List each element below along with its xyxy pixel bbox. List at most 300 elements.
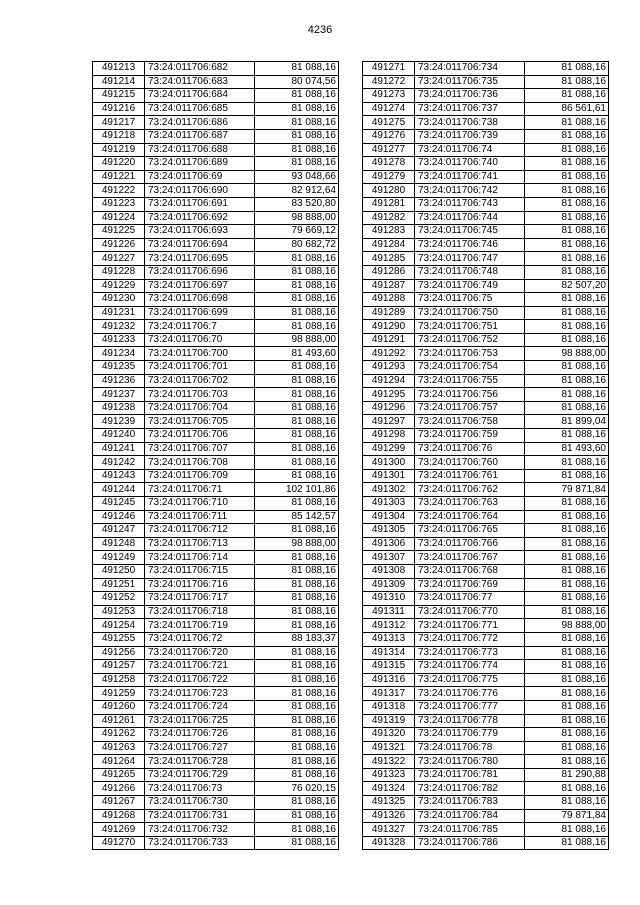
cadastral-number-cell: 73:24:011706:728: [145, 755, 255, 769]
row-id-cell: 491313: [363, 632, 415, 646]
cadastral-number-cell: 73:24:011706:722: [145, 673, 255, 687]
table-row: [93, 646, 339, 660]
row-id-cell: 491292: [363, 347, 415, 361]
row-id-cell: 491244: [93, 483, 145, 497]
table-row: [363, 537, 609, 551]
row-id-cell: 491307: [363, 551, 415, 565]
row-id-cell: 491223: [93, 197, 145, 211]
table-row: [363, 456, 609, 470]
table-row: [93, 469, 339, 483]
cadastral-value-cell: 81 088,16: [525, 646, 609, 660]
row-id-cell: 491268: [93, 809, 145, 823]
row-id-cell: 491283: [363, 225, 415, 239]
table-row: [93, 619, 339, 633]
cadastral-number-cell: 73:24:011706:706: [145, 429, 255, 443]
cadastral-value-cell: 81 088,16: [255, 836, 339, 850]
row-id-cell: 491311: [363, 605, 415, 619]
table-row: [93, 768, 339, 782]
table-row: [93, 700, 339, 714]
row-id-cell: 491240: [93, 429, 145, 443]
cadastral-value-cell: 81 088,16: [525, 361, 609, 375]
table-row: [363, 592, 609, 606]
cadastral-number-cell: 73:24:011706:758: [415, 415, 525, 429]
cadastral-value-cell: 83 520,80: [255, 197, 339, 211]
cadastral-number-cell: 73:24:011706:740: [415, 157, 525, 171]
table-row: [363, 524, 609, 538]
row-id-cell: 491260: [93, 700, 145, 714]
table-row: [93, 673, 339, 687]
cadastral-value-cell: 81 088,16: [255, 524, 339, 538]
cadastral-number-cell: 73:24:011706:721: [145, 660, 255, 674]
cadastral-value-cell: 81 088,16: [255, 578, 339, 592]
cadastral-value-cell: 81 088,16: [255, 89, 339, 103]
table-row: [93, 714, 339, 728]
table-row: [363, 143, 609, 157]
row-id-cell: 491281: [363, 197, 415, 211]
row-id-cell: 491216: [93, 102, 145, 116]
table-row: [93, 347, 339, 361]
cadastral-value-cell: 81 088,16: [255, 469, 339, 483]
cadastral-number-cell: 73:24:011706:716: [145, 578, 255, 592]
cadastral-value-cell: 81 088,16: [255, 401, 339, 415]
cadastral-number-cell: 73:24:011706:759: [415, 429, 525, 443]
row-id-cell: 491316: [363, 673, 415, 687]
cadastral-value-cell: 81 088,16: [525, 823, 609, 837]
cadastral-number-cell: 73:24:011706:684: [145, 89, 255, 103]
cadastral-number-cell: 73:24:011706:767: [415, 551, 525, 565]
table-row: [93, 728, 339, 742]
cadastral-number-cell: 73:24:011706:730: [145, 796, 255, 810]
cadastral-number-cell: 73:24:011706:780: [415, 755, 525, 769]
cadastral-value-cell: 98 888,00: [255, 537, 339, 551]
cadastral-value-cell: 98 888,00: [525, 347, 609, 361]
table-row: [363, 836, 609, 850]
cadastral-value-cell: 81 899,04: [525, 415, 609, 429]
row-id-cell: 491318: [363, 700, 415, 714]
cadastral-value-cell: 81 088,16: [525, 238, 609, 252]
row-id-cell: 491215: [93, 89, 145, 103]
row-id-cell: 491271: [363, 62, 415, 76]
table-row: [363, 741, 609, 755]
cadastral-number-cell: 73:24:011706:744: [415, 211, 525, 225]
table-row: [93, 741, 339, 755]
table-row: [93, 755, 339, 769]
row-id-cell: 491325: [363, 796, 415, 810]
row-id-cell: 491214: [93, 75, 145, 89]
cadastral-number-cell: 73:24:011706:765: [415, 524, 525, 538]
row-id-cell: 491278: [363, 157, 415, 171]
cadastral-number-cell: 73:24:011706:749: [415, 279, 525, 293]
cadastral-value-cell: 81 088,16: [525, 782, 609, 796]
table-row: [93, 456, 339, 470]
cadastral-value-cell: 81 088,16: [525, 524, 609, 538]
cadastral-number-cell: 73:24:011706:692: [145, 211, 255, 225]
table-row: [93, 483, 339, 497]
cadastral-value-cell: 81 088,16: [255, 755, 339, 769]
table-row: [93, 632, 339, 646]
cadastral-value-cell: 81 088,16: [255, 456, 339, 470]
cadastral-value-cell: 81 088,16: [255, 129, 339, 143]
cadastral-value-cell: 80 074,56: [255, 75, 339, 89]
row-id-cell: 491254: [93, 619, 145, 633]
row-id-cell: 491229: [93, 279, 145, 293]
cadastral-number-cell: 73:24:011706:750: [415, 306, 525, 320]
row-id-cell: 491218: [93, 129, 145, 143]
row-id-cell: 491264: [93, 755, 145, 769]
table-row: [363, 429, 609, 443]
table-row: [363, 62, 609, 76]
cadastral-value-cell: 81 493,60: [255, 347, 339, 361]
table-row: [363, 755, 609, 769]
table-row: [93, 782, 339, 796]
table-row: [363, 211, 609, 225]
cadastral-number-cell: 73:24:011706:707: [145, 442, 255, 456]
cadastral-number-cell: 73:24:011706:685: [145, 102, 255, 116]
table-row: [93, 265, 339, 279]
cadastral-number-cell: 73:24:011706:698: [145, 293, 255, 307]
cadastral-value-cell: 81 088,16: [255, 700, 339, 714]
cadastral-value-cell: 81 088,16: [255, 157, 339, 171]
cadastral-number-cell: 73:24:011706:686: [145, 116, 255, 130]
row-id-cell: 491245: [93, 497, 145, 511]
cadastral-value-cell: 81 088,16: [525, 605, 609, 619]
cadastral-number-cell: 73:24:011706:72: [145, 632, 255, 646]
cadastral-value-cell: 81 088,16: [255, 116, 339, 130]
cadastral-number-cell: 73:24:011706:73: [145, 782, 255, 796]
cadastral-value-cell: 81 088,16: [255, 796, 339, 810]
cadastral-number-cell: 73:24:011706:697: [145, 279, 255, 293]
cadastral-number-cell: 73:24:011706:77: [415, 592, 525, 606]
table-row: [93, 211, 339, 225]
cadastral-number-cell: 73:24:011706:687: [145, 129, 255, 143]
cadastral-number-cell: 73:24:011706:742: [415, 184, 525, 198]
cadastral-number-cell: 73:24:011706:700: [145, 347, 255, 361]
cadastral-value-cell: 81 088,16: [255, 605, 339, 619]
table-row: [363, 768, 609, 782]
cadastral-number-cell: 73:24:011706:696: [145, 265, 255, 279]
row-id-cell: 491220: [93, 157, 145, 171]
cadastral-number-cell: 73:24:011706:69: [145, 170, 255, 184]
row-id-cell: 491299: [363, 442, 415, 456]
cadastral-number-cell: 73:24:011706:704: [145, 401, 255, 415]
row-id-cell: 491266: [93, 782, 145, 796]
cadastral-value-cell: 81 088,16: [525, 660, 609, 674]
cadastral-number-cell: 73:24:011706:720: [145, 646, 255, 660]
cadastral-value-cell: 81 088,16: [525, 293, 609, 307]
cadastral-number-cell: 73:24:011706:682: [145, 62, 255, 76]
table-row: [93, 442, 339, 456]
cadastral-number-cell: 73:24:011706:772: [415, 632, 525, 646]
table-row: [363, 361, 609, 375]
row-id-cell: 491312: [363, 619, 415, 633]
table-row: [363, 483, 609, 497]
cadastral-number-cell: 73:24:011706:757: [415, 401, 525, 415]
cadastral-number-cell: 73:24:011706:703: [145, 388, 255, 402]
table-row: [363, 157, 609, 171]
row-id-cell: 491247: [93, 524, 145, 538]
table-row: [93, 62, 339, 76]
cadastral-value-cell: 81 088,16: [255, 714, 339, 728]
cadastral-value-cell: 81 088,16: [525, 75, 609, 89]
row-id-cell: 491327: [363, 823, 415, 837]
table-row: [363, 564, 609, 578]
row-id-cell: 491273: [363, 89, 415, 103]
row-id-cell: 491295: [363, 388, 415, 402]
table-row: [363, 279, 609, 293]
cadastral-number-cell: 73:24:011706:699: [145, 306, 255, 320]
table-row: [363, 497, 609, 511]
cadastral-number-cell: 73:24:011706:689: [145, 157, 255, 171]
cadastral-number-cell: 73:24:011706:688: [145, 143, 255, 157]
row-id-cell: 491306: [363, 537, 415, 551]
row-id-cell: 491303: [363, 497, 415, 511]
cadastral-number-cell: 73:24:011706:771: [415, 619, 525, 633]
row-id-cell: 491270: [93, 836, 145, 850]
row-id-cell: 491258: [93, 673, 145, 687]
row-id-cell: 491222: [93, 184, 145, 198]
cadastral-value-cell: 81 088,16: [255, 823, 339, 837]
cadastral-value-cell: 81 088,16: [255, 306, 339, 320]
row-id-cell: 491279: [363, 170, 415, 184]
cadastral-value-cell: 81 088,16: [525, 211, 609, 225]
cadastral-value-cell: 81 088,16: [255, 497, 339, 511]
cadastral-value-cell: 81 088,16: [525, 225, 609, 239]
row-id-cell: 491288: [363, 293, 415, 307]
table-row: [93, 809, 339, 823]
cadastral-value-cell: 81 088,16: [255, 252, 339, 266]
row-id-cell: 491267: [93, 796, 145, 810]
cadastral-number-cell: 73:24:011706:724: [145, 700, 255, 714]
cadastral-number-cell: 73:24:011706:76: [415, 442, 525, 456]
cadastral-number-cell: 73:24:011706:756: [415, 388, 525, 402]
row-id-cell: 491309: [363, 578, 415, 592]
row-id-cell: 491300: [363, 456, 415, 470]
table-row: [93, 537, 339, 551]
cadastral-value-cell: 81 088,16: [525, 741, 609, 755]
cadastral-value-cell: 81 088,16: [255, 442, 339, 456]
cadastral-value-cell: 98 888,00: [255, 333, 339, 347]
table-row: [363, 700, 609, 714]
cadastral-number-cell: 73:24:011706:71: [145, 483, 255, 497]
cadastral-value-cell: 81 088,16: [255, 62, 339, 76]
table-row: [363, 170, 609, 184]
cadastral-number-cell: 73:24:011706:782: [415, 782, 525, 796]
table-row: [93, 197, 339, 211]
cadastral-value-cell: 81 088,16: [525, 197, 609, 211]
row-id-cell: 491269: [93, 823, 145, 837]
row-id-cell: 491236: [93, 374, 145, 388]
cadastral-number-cell: 73:24:011706:762: [415, 483, 525, 497]
cadastral-value-cell: 81 088,16: [525, 320, 609, 334]
cadastral-value-cell: 81 088,16: [255, 388, 339, 402]
cadastral-number-cell: 73:24:011706:691: [145, 197, 255, 211]
table-row: [93, 564, 339, 578]
parcel-table-right: [362, 61, 609, 850]
cadastral-value-cell: 93 048,66: [255, 170, 339, 184]
row-id-cell: 491319: [363, 714, 415, 728]
cadastral-number-cell: 73:24:011706:764: [415, 510, 525, 524]
table-row: [363, 293, 609, 307]
cadastral-number-cell: 73:24:011706:769: [415, 578, 525, 592]
cadastral-value-cell: 82 507,20: [525, 279, 609, 293]
table-row: [93, 170, 339, 184]
cadastral-number-cell: 73:24:011706:708: [145, 456, 255, 470]
cadastral-number-cell: 73:24:011706:761: [415, 469, 525, 483]
table-row: [363, 374, 609, 388]
row-id-cell: 491228: [93, 265, 145, 279]
cadastral-number-cell: 73:24:011706:754: [415, 361, 525, 375]
row-id-cell: 491317: [363, 687, 415, 701]
row-id-cell: 491221: [93, 170, 145, 184]
cadastral-number-cell: 73:24:011706:766: [415, 537, 525, 551]
cadastral-value-cell: 81 088,16: [525, 333, 609, 347]
cadastral-value-cell: 81 088,16: [255, 279, 339, 293]
cadastral-value-cell: 81 088,16: [525, 537, 609, 551]
cadastral-value-cell: 80 682,72: [255, 238, 339, 252]
row-id-cell: 491249: [93, 551, 145, 565]
cadastral-value-cell: 81 088,16: [525, 456, 609, 470]
row-id-cell: 491304: [363, 510, 415, 524]
cadastral-value-cell: 79 871,84: [525, 483, 609, 497]
table-row: [363, 415, 609, 429]
row-id-cell: 491257: [93, 660, 145, 674]
table-row: [363, 225, 609, 239]
table-row: [93, 660, 339, 674]
row-id-cell: 491251: [93, 578, 145, 592]
cadastral-number-cell: 73:24:011706:748: [415, 265, 525, 279]
table-row: [93, 238, 339, 252]
table-row: [363, 619, 609, 633]
cadastral-number-cell: 73:24:011706:719: [145, 619, 255, 633]
row-id-cell: 491322: [363, 755, 415, 769]
table-row: [93, 361, 339, 375]
table-row: [93, 401, 339, 415]
table-row: [363, 469, 609, 483]
table-row: [93, 374, 339, 388]
table-row: [93, 578, 339, 592]
cadastral-number-cell: 73:24:011706:713: [145, 537, 255, 551]
cadastral-value-cell: 81 088,16: [255, 551, 339, 565]
cadastral-number-cell: 73:24:011706:781: [415, 768, 525, 782]
row-id-cell: 491243: [93, 469, 145, 483]
row-id-cell: 491314: [363, 646, 415, 660]
table-row: [93, 89, 339, 103]
cadastral-value-cell: 81 088,16: [525, 265, 609, 279]
table-row: [93, 306, 339, 320]
table-row: [363, 632, 609, 646]
row-id-cell: 491305: [363, 524, 415, 538]
row-id-cell: 491282: [363, 211, 415, 225]
cadastral-number-cell: 73:24:011706:712: [145, 524, 255, 538]
cadastral-number-cell: 73:24:011706:734: [415, 62, 525, 76]
table-row: [363, 116, 609, 130]
row-id-cell: 491284: [363, 238, 415, 252]
row-id-cell: 491231: [93, 306, 145, 320]
table-row: [363, 197, 609, 211]
cadastral-value-cell: 81 088,16: [255, 673, 339, 687]
cadastral-value-cell: 81 088,16: [525, 62, 609, 76]
cadastral-number-cell: 73:24:011706:783: [415, 796, 525, 810]
table-row: [363, 782, 609, 796]
cadastral-value-cell: 81 088,16: [255, 768, 339, 782]
table-row: [363, 238, 609, 252]
cadastral-value-cell: 81 088,16: [525, 592, 609, 606]
page-number: 4236: [307, 24, 333, 36]
row-id-cell: 491255: [93, 632, 145, 646]
table-row: [363, 673, 609, 687]
table-row: [93, 415, 339, 429]
row-id-cell: 491291: [363, 333, 415, 347]
row-id-cell: 491213: [93, 62, 145, 76]
row-id-cell: 491262: [93, 728, 145, 742]
cadastral-value-cell: 81 088,16: [525, 497, 609, 511]
cadastral-value-cell: 81 088,16: [255, 320, 339, 334]
cadastral-value-cell: 81 088,16: [525, 157, 609, 171]
cadastral-number-cell: 73:24:011706:710: [145, 497, 255, 511]
table-row: [363, 129, 609, 143]
cadastral-number-cell: 73:24:011706:717: [145, 592, 255, 606]
cadastral-number-cell: 73:24:011706:779: [415, 728, 525, 742]
row-id-cell: 491326: [363, 809, 415, 823]
cadastral-value-cell: 81 088,16: [525, 116, 609, 130]
cadastral-value-cell: 81 088,16: [255, 415, 339, 429]
cadastral-value-cell: 81 088,16: [255, 660, 339, 674]
cadastral-number-cell: 73:24:011706:741: [415, 170, 525, 184]
cadastral-number-cell: 73:24:011706:731: [145, 809, 255, 823]
row-id-cell: 491219: [93, 143, 145, 157]
cadastral-value-cell: 81 088,16: [255, 564, 339, 578]
row-id-cell: 491233: [93, 333, 145, 347]
parcel-table-left: [92, 61, 339, 850]
cadastral-value-cell: 86 561,61: [525, 102, 609, 116]
table-row: [363, 347, 609, 361]
cadastral-value-cell: 81 088,16: [525, 673, 609, 687]
cadastral-number-cell: 73:24:011706:7: [145, 320, 255, 334]
table-row: [93, 605, 339, 619]
cadastral-number-cell: 73:24:011706:735: [415, 75, 525, 89]
cadastral-value-cell: 79 871,84: [525, 809, 609, 823]
row-id-cell: 491263: [93, 741, 145, 755]
cadastral-value-cell: 81 088,16: [525, 129, 609, 143]
row-id-cell: 491328: [363, 836, 415, 850]
table-row: [363, 252, 609, 266]
cadastral-value-cell: 102 101,86: [255, 483, 339, 497]
table-row: [363, 714, 609, 728]
cadastral-value-cell: 98 888,00: [525, 619, 609, 633]
table-row: [363, 551, 609, 565]
row-id-cell: 491242: [93, 456, 145, 470]
table-row: [93, 102, 339, 116]
cadastral-number-cell: 73:24:011706:725: [145, 714, 255, 728]
cadastral-value-cell: 81 088,16: [255, 809, 339, 823]
cadastral-number-cell: 73:24:011706:723: [145, 687, 255, 701]
cadastral-value-cell: 76 020,15: [255, 782, 339, 796]
table-row: [363, 89, 609, 103]
row-id-cell: 491276: [363, 129, 415, 143]
table-row: [93, 796, 339, 810]
cadastral-value-cell: 81 088,16: [525, 184, 609, 198]
cadastral-value-cell: 81 290,88: [525, 768, 609, 782]
table-row: [93, 510, 339, 524]
row-id-cell: 491259: [93, 687, 145, 701]
cadastral-number-cell: 73:24:011706:776: [415, 687, 525, 701]
cadastral-value-cell: 81 088,16: [525, 687, 609, 701]
cadastral-value-cell: 81 088,16: [525, 401, 609, 415]
table-row: [93, 279, 339, 293]
cadastral-number-cell: 73:24:011706:778: [415, 714, 525, 728]
cadastral-value-cell: 81 088,16: [525, 510, 609, 524]
cadastral-number-cell: 73:24:011706:784: [415, 809, 525, 823]
